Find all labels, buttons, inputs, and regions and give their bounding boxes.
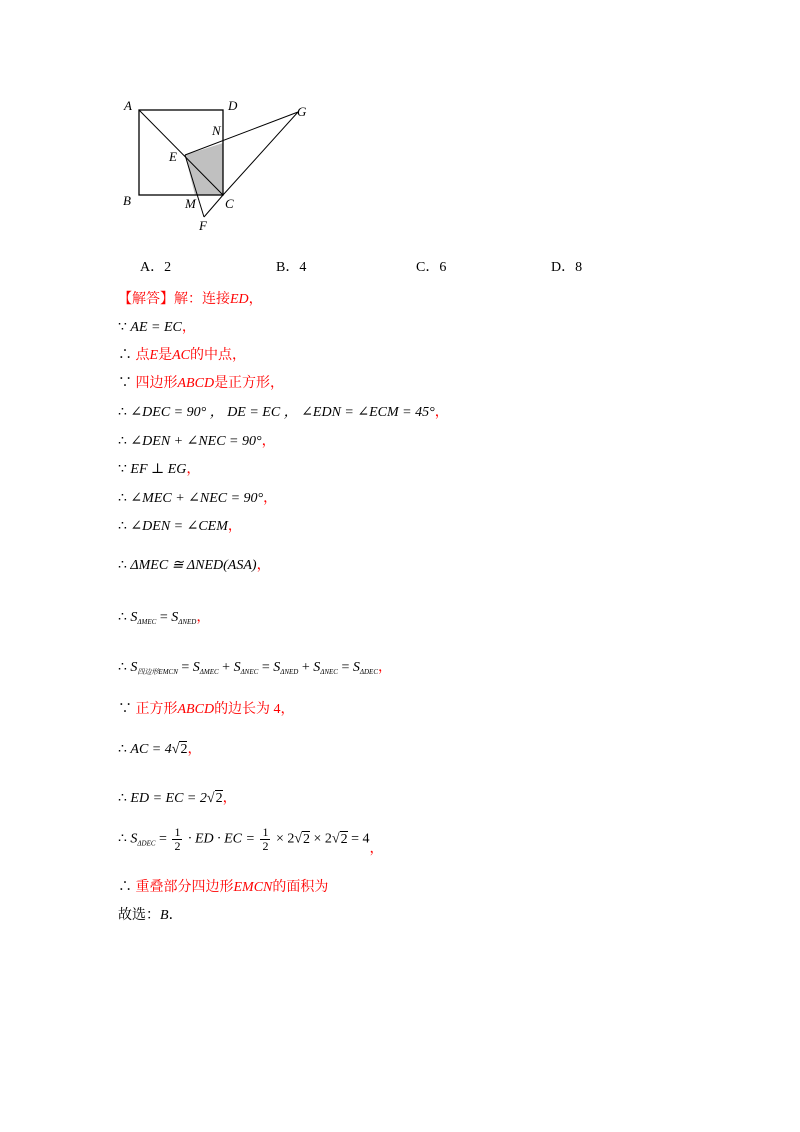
line-mec-nec: ∴ ∠MEC + ∠NEC = 90°， [118,491,278,506]
option-a: A．2 [140,260,172,275]
solution-header: 【解答】解：连接ED， [118,292,263,307]
line-square: ∵ 四边形ABCD是正方形， [118,376,285,391]
option-c: C．6 [416,260,447,275]
line-ac-length: ∴ AC = 4√2， [118,742,202,757]
fraction-half-2: $\frac{1}{2}$ [262,825,269,853]
shaded-quadrilateral-emcn [185,143,223,195]
line-overlap-area: ∴ 重叠部分四边形EMCN的面积为 [118,880,329,895]
option-b: B．4 [276,260,307,275]
label-m: M [185,196,196,211]
segment-cg [223,112,298,195]
line-ef-perp-eg: ∵ EF ⊥ EG， [118,462,201,477]
label-b: B [123,193,131,208]
line-ae-eq-ec: ∵ AE = EC， [118,320,196,335]
line-area-dec: ∴ $S_{\Delta DEC}$ = $\frac{1}{2}$ · ED · EC = $\frac{1}{2}$ × 2√2 × 2√2 = 4， [118,825,384,857]
line-den-nec: ∴ ∠DEN + ∠NEC = 90°， [118,434,276,449]
label-f: F [199,218,207,233]
line-congruent: ∴ ΔMEC ≅ ΔNED(ASA)， [118,558,271,573]
line-area-sum: ∴ $S_{四边形EMCN} = S_{\Delta MEC} + S_{\Delta NEC} = S_{\Delta NED} + S_{\Delta NEC} = S_{\Delta DEC}$， [118,660,392,676]
option-d: D．8 [551,260,583,275]
square-diagram [118,92,318,237]
label-e: E [169,149,177,164]
line-angles: ∴ ∠DEC = 90° ， DE = EC ， ∠EDN = ∠ECM = 45°， [118,405,449,420]
label-c: C [225,196,234,211]
label-d: D [228,98,238,113]
label-n: N [212,123,221,138]
segment-fc [204,195,223,217]
line-answer: 故选：B． [118,908,183,923]
geometry-figure [118,92,318,237]
line-side-length: ∵ 正方形ABCD的边长为 4， [118,702,295,717]
line-den-cem: ∴ ∠DEN = ∠CEM， [118,519,242,534]
fraction-half-1: $\frac{1}{2}$ [174,825,181,853]
segment-eg [185,112,298,155]
label-a: A [124,98,132,113]
line-midpoint: ∴ 点E是AC的中点， [118,348,246,363]
line-ed-length: ∴ ED = EC = 2√2， [118,791,237,806]
line-area-equal: ∴ $S_{\Delta MEC} = S_{\Delta NED}$， [118,610,211,626]
label-g: G [297,104,307,119]
